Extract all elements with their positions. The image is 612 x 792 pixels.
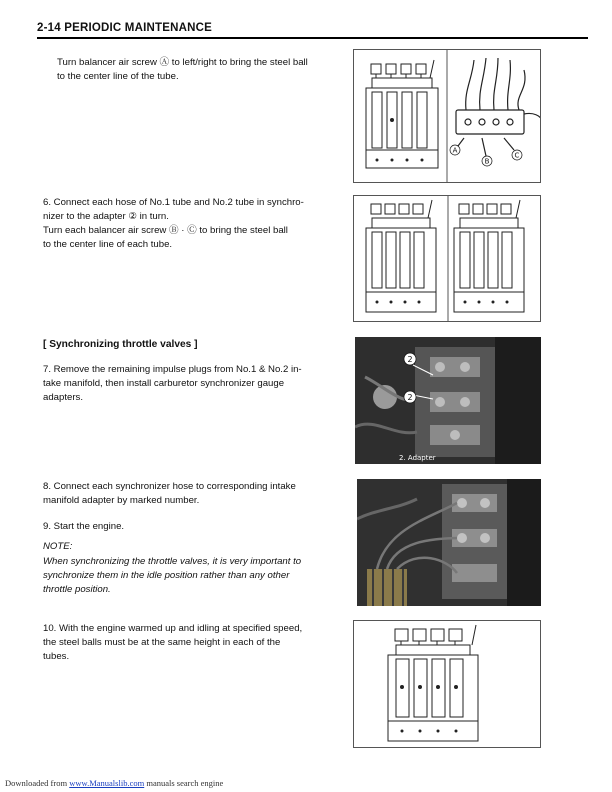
footer-prefix: Downloaded from bbox=[5, 778, 70, 788]
header-rule bbox=[37, 37, 588, 39]
text-line: Turn each balancer air screw Ⓑ · Ⓒ to bring the steel ball bbox=[43, 225, 288, 236]
step-8 bbox=[43, 480, 296, 508]
text-line: adapters. bbox=[43, 392, 84, 403]
text-line: the steel balls must be at the same height in each of the bbox=[43, 637, 281, 648]
synchronizer-illustration bbox=[354, 50, 541, 183]
text-line: throttle position. bbox=[43, 584, 111, 595]
callout-c: C bbox=[514, 151, 520, 160]
download-footer bbox=[5, 778, 223, 788]
callout-2-bottom: 2 bbox=[407, 393, 413, 402]
text-line: to the center line of the tube. bbox=[57, 71, 179, 82]
note-label: NOTE: bbox=[43, 541, 73, 552]
text-line: 9. Start the engine. bbox=[43, 521, 125, 532]
callout-2-top: 2 bbox=[407, 355, 413, 364]
two-synchronizers-illustration bbox=[354, 196, 541, 322]
step-7 bbox=[43, 363, 302, 405]
text-line: synchronize them in the idle position rather than any other bbox=[43, 570, 290, 581]
photo-engine-adapters bbox=[355, 337, 541, 464]
section-heading: [ Synchronizing throttle valves ] bbox=[43, 339, 198, 350]
text-line: tubes. bbox=[43, 651, 70, 662]
engine-photo-illustration bbox=[355, 337, 541, 464]
step-10 bbox=[43, 622, 302, 664]
text-line: When synchronizing the throttle valves, it is very important to bbox=[43, 556, 302, 567]
text-line: 6. Connect each hose of No.1 tube and No.2 tube in synchro- bbox=[43, 197, 304, 208]
intro-paragraph bbox=[57, 56, 308, 84]
page-header bbox=[37, 22, 588, 38]
note-text bbox=[43, 555, 301, 597]
figure-synchronizer-balancer bbox=[353, 49, 541, 183]
text-line: to the center line of each tube. bbox=[43, 239, 173, 250]
figure-two-synchronizers bbox=[353, 195, 541, 322]
page-title: 2-14 PERIODIC MAINTENANCE bbox=[37, 22, 212, 34]
figure-synchronizer-level bbox=[353, 620, 541, 748]
text-line: Turn balancer air screw Ⓐ to left/right to bring the steel ball bbox=[57, 57, 308, 68]
step-9 bbox=[43, 520, 124, 534]
manualslib-link[interactable]: www.Manualslib.com bbox=[69, 778, 145, 788]
text-line: 10. With the engine warmed up and idling at specified speed, bbox=[43, 623, 303, 634]
text-line: 7. Remove the remaining impulse plugs from No.1 & No.2 in- bbox=[43, 364, 302, 375]
step-6 bbox=[43, 196, 304, 252]
text-line: 8. Connect each synchronizer hose to corresponding intake bbox=[43, 481, 296, 492]
text-line: take manifold, then install carburetor synchronizer gauge bbox=[43, 378, 285, 389]
text-line: nizer to the adapter ② in turn. bbox=[43, 211, 169, 222]
engine-hoses-illustration bbox=[357, 479, 541, 606]
photo-caption: 2. Adapter bbox=[399, 454, 436, 462]
synchronizer-level-illustration bbox=[354, 621, 541, 748]
photo-engine-hoses bbox=[357, 479, 541, 606]
text-line: manifold adapter by marked number. bbox=[43, 495, 200, 506]
callout-a: A bbox=[452, 146, 458, 155]
footer-suffix: manuals search engine bbox=[144, 778, 224, 788]
callout-b: B bbox=[484, 157, 490, 166]
